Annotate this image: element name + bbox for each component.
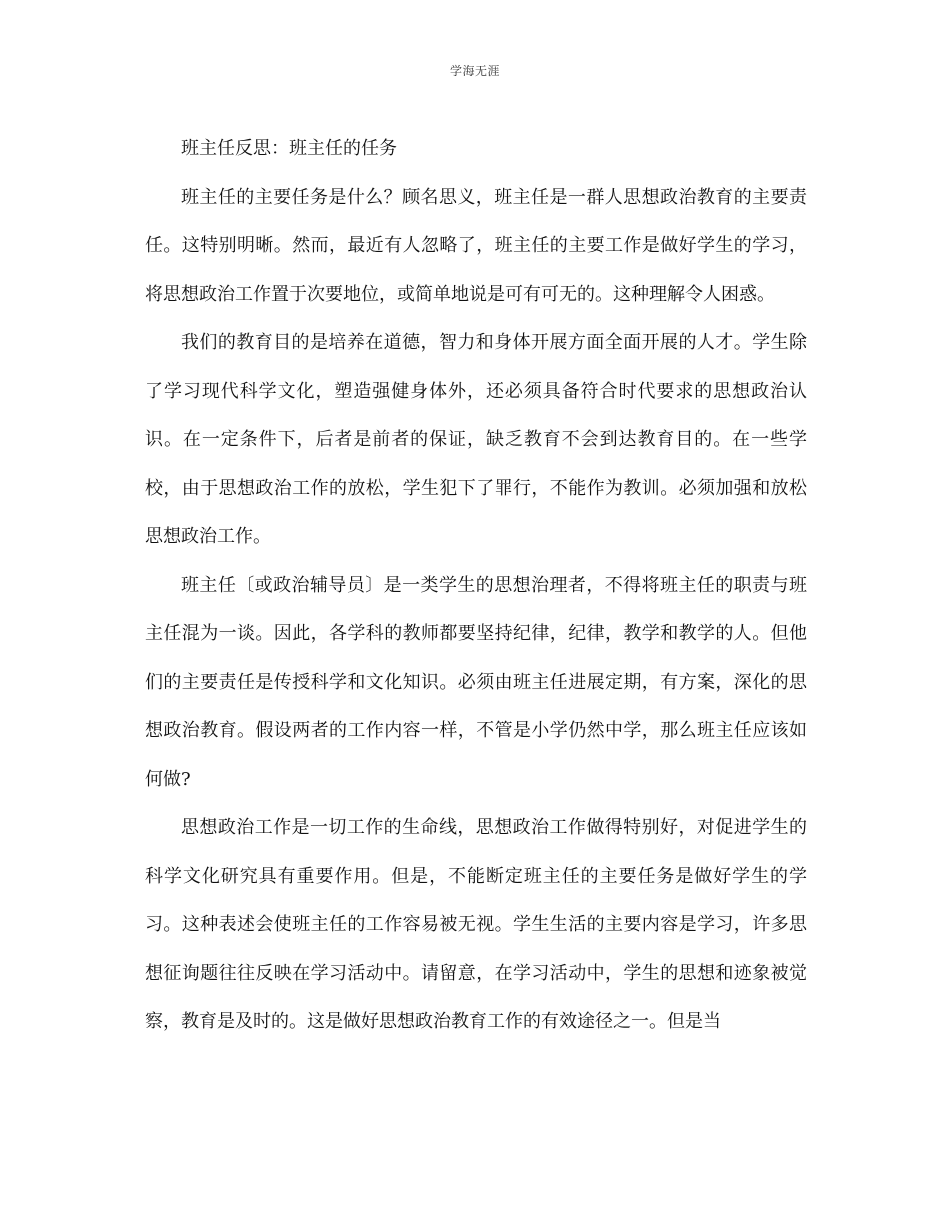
- page-header: 学海无涯: [449, 64, 500, 78]
- document-body: [145, 125, 807, 1047]
- document-title: 班主任反思：班主任的任务: [181, 138, 397, 159]
- paragraph-4: 思想政治工作是一切工作的生命线，思想政治工作做得特别好，对促进学生的科学文化研究具有重要作用。但是，不能断定班主任的主要任务是做好学生的学习。这种表述会使班主任的工作容易被无视。学生生活的主要内容是学习，许多思想征询题往往反映在学习活动中。请留意，在学习活动中，学生的思想和迹象被觉察，教育是及时的。这是做好思想政治教育工作的有效途径之一。但是当: [145, 817, 807, 1032]
- paragraph-1: 班主任的主要任务是什么？顾名思义，班主任是一群人思想政治教育的主要责任。这特别明晰。然而，最近有人忽略了，班主任的主要工作是做好学生的学习，将思想政治工作置于次要地位，或简单地说是可有可无的。这种理解令人困惑。: [145, 186, 807, 305]
- paragraph-2: 我们的教育目的是培养在道德，智力和身体开展方面全面开展的人才。学生除了学习现代科学文化，塑造强健身体外，还必须具备符合时代要求的思想政治认识。在一定条件下，后者是前者的保证，缺乏教育不会到达教育目的。在一些学校，由于思想政治工作的放松，学生犯下了罪行，不能作为教训。必须加强和放松思想政治工作。: [145, 332, 807, 547]
- paragraph-3: 班主任〔或政治辅导员〕是一类学生的思想治理者，不得将班主任的职责与班主任混为一谈。因此，各学科的教师都要坚持纪律，纪律，教学和教学的人。但他们的主要责任是传授科学和文化知识。必须由班主任进展定期，有方案，深化的思想政治教育。假设两者的工作内容一样，不管是小学仍然中学，那么班主任应该如何做?: [145, 574, 807, 790]
